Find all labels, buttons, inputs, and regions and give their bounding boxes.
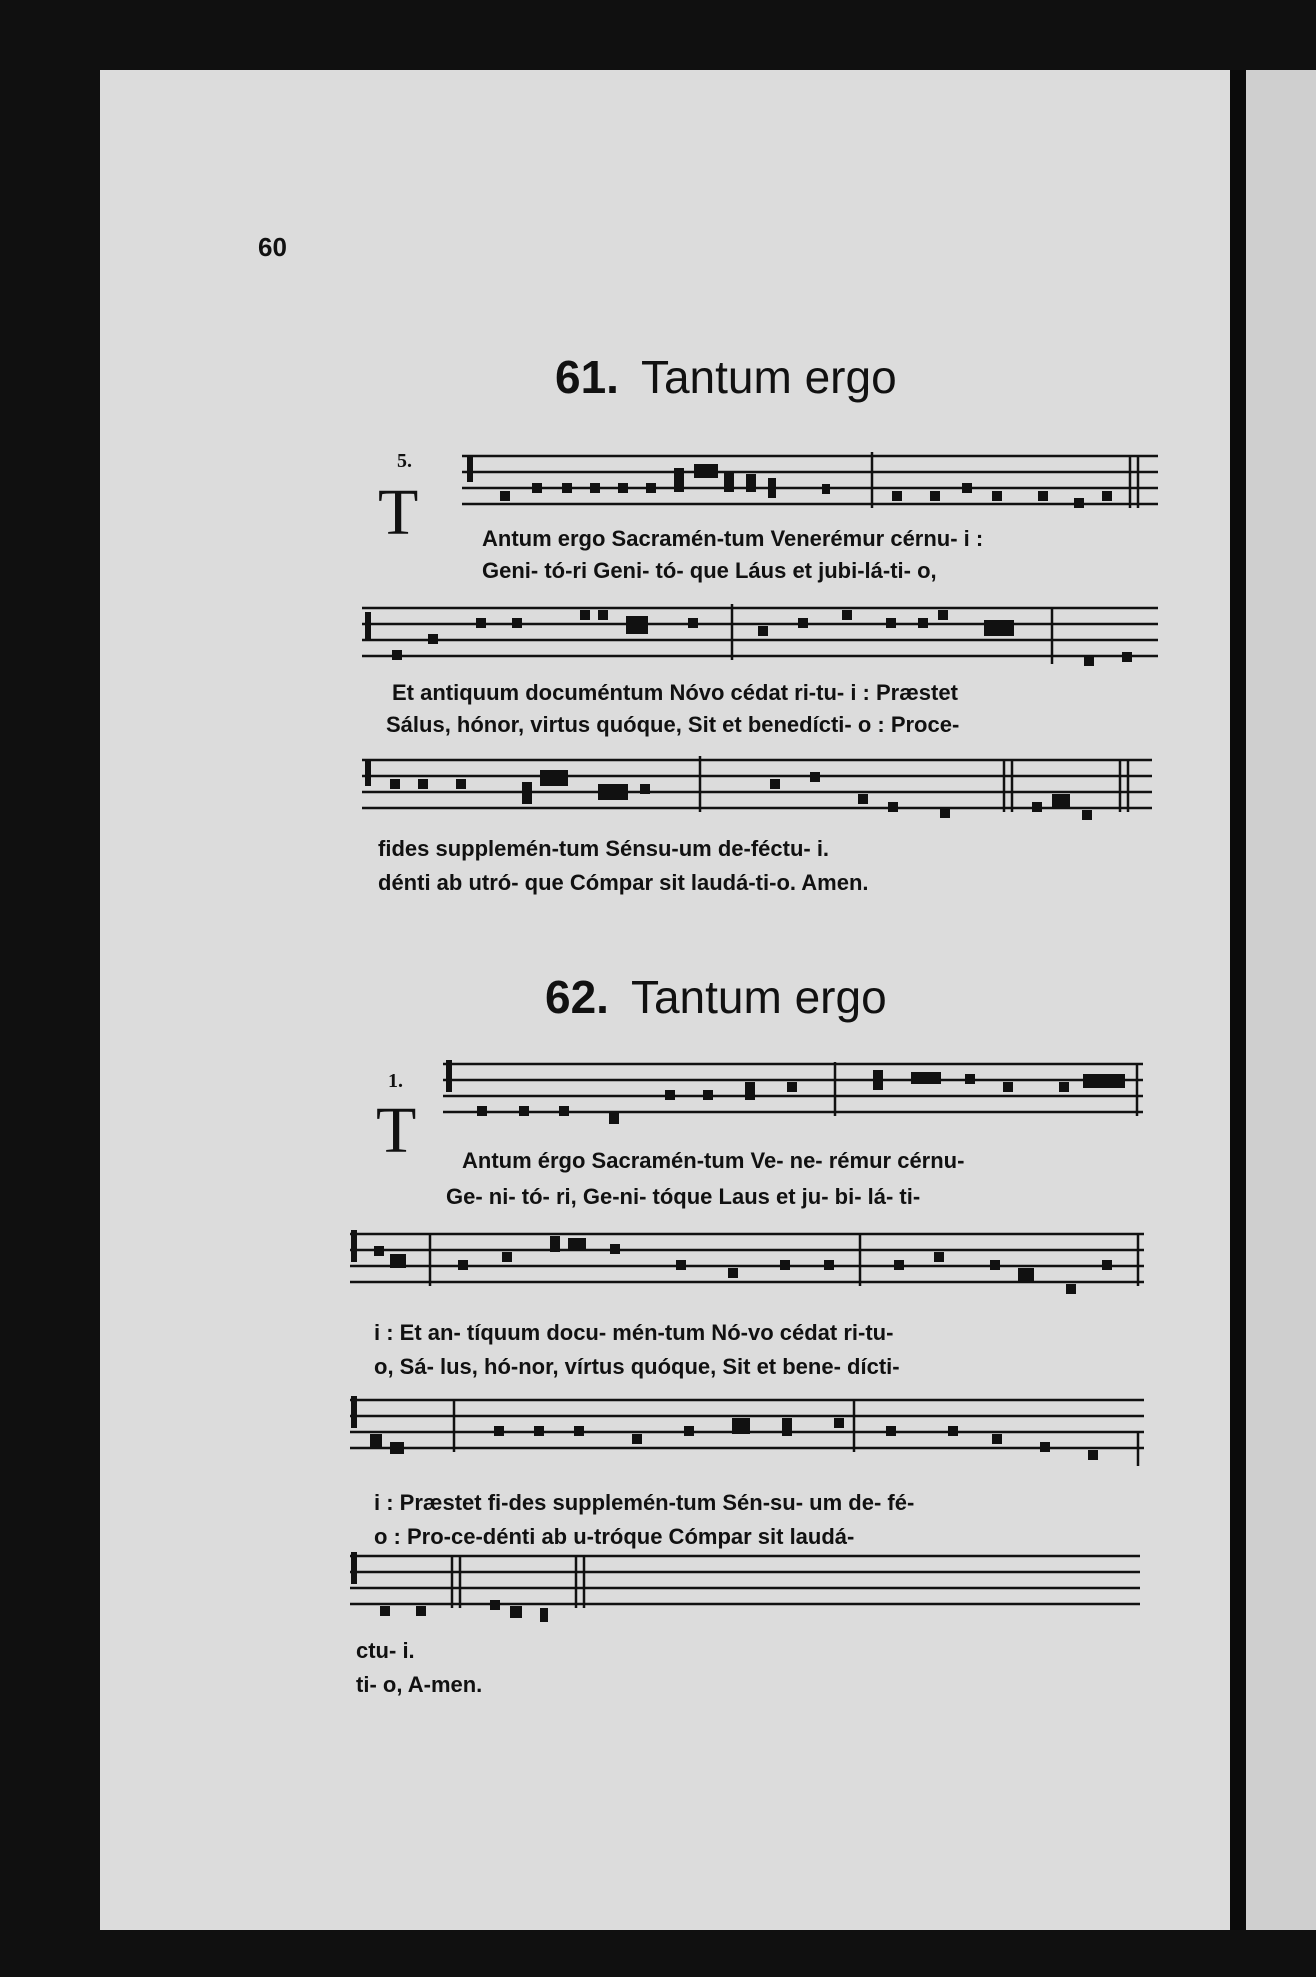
page-number: 60 xyxy=(258,232,287,262)
lyric-line-1: Et antiquum documéntum Nóvo cédat ri-tu- i : Præstet xyxy=(392,680,958,705)
lyric-line-2: Sálus, hónor, virtus quóque, Sit et benedícti- o : Proce- xyxy=(386,712,960,737)
lyric-line-1: ctu- i. xyxy=(356,1638,415,1663)
drop-cap-initial: T xyxy=(376,1094,417,1167)
hymn-62-title xyxy=(545,970,887,1024)
chant-staff xyxy=(350,1548,1140,1628)
mode-number: 5. xyxy=(397,450,412,472)
lyric-line-2: o, Sá- lus, hó-nor, vírtus quóque, Sit et bene- dícti- xyxy=(374,1354,900,1379)
chant-staff xyxy=(350,1392,1144,1472)
chant-staff xyxy=(443,1056,1143,1128)
chant-staff xyxy=(362,600,1158,672)
hymn-title-text: Tantum ergo xyxy=(630,971,887,1023)
hymn-number: 61. xyxy=(555,351,619,403)
book-spine xyxy=(1230,70,1246,1930)
chant-staff xyxy=(362,752,1152,824)
lyric-line-1: Antum ergo Sacramén-tum Venerémur cérnu- i : xyxy=(482,526,984,551)
lyric-line-2: o : Pro-ce-dénti ab u-tróque Cómpar sit laudá- xyxy=(374,1524,855,1549)
chant-staff xyxy=(350,1226,1144,1298)
lyric-line-1: i : Præstet fi-des supplemén-tum Sén-su- um de- fé- xyxy=(374,1490,915,1515)
mode-number: 1. xyxy=(388,1070,403,1092)
lyric-line-2: dénti ab utró- que Cómpar sit laudá-ti-o. Amen. xyxy=(378,870,869,895)
hymn-number: 62. xyxy=(545,971,609,1023)
lyric-line-2: Geni- tó-ri Geni- tó- que Láus et jubi-lá-ti- o, xyxy=(482,558,937,583)
hymn-61-title xyxy=(555,350,897,404)
facing-page-edge xyxy=(1246,70,1316,1930)
lyric-line-2: Ge- ni- tó- ri, Ge-ni- tóque Laus et ju- bi- lá- ti- xyxy=(446,1184,921,1209)
lyric-line-2: ti- o, A-men. xyxy=(356,1672,483,1697)
chant-staff xyxy=(462,448,1158,520)
lyric-line-1: fides supplemén-tum Sénsu-um de-féctu- i. xyxy=(378,836,830,861)
lyric-line-1: Antum érgo Sacramén-tum Ve- ne- rémur cérnu- xyxy=(462,1148,965,1173)
lyric-line-1: i : Et an- tíquum docu- mén-tum Nó-vo cédat ri-tu- xyxy=(374,1320,894,1345)
hymn-title-text: Tantum ergo xyxy=(640,351,897,403)
drop-cap-initial: T xyxy=(378,476,419,549)
